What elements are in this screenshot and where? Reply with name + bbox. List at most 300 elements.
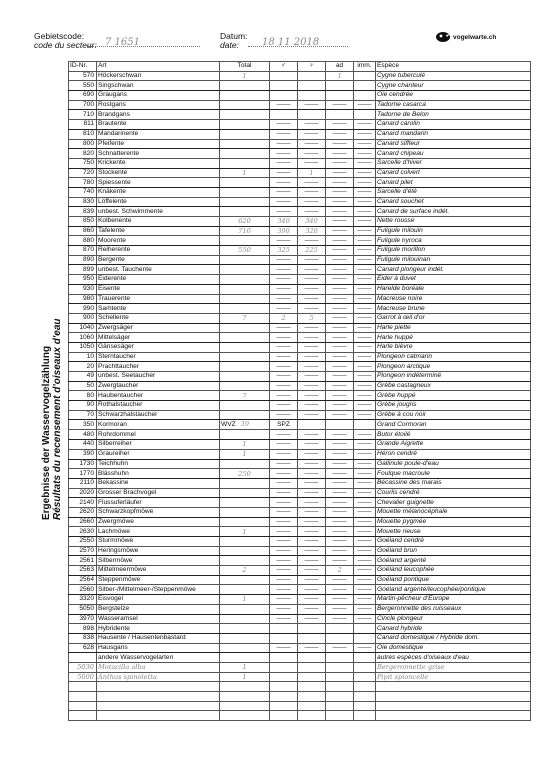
count-total-cell[interactable] xyxy=(220,100,270,110)
count-female[interactable]: —— xyxy=(298,129,326,139)
count-male[interactable]: —— xyxy=(270,517,298,527)
blank-cell[interactable] xyxy=(326,682,354,692)
blank-cell[interactable] xyxy=(270,672,298,682)
count-total-cell[interactable]: 250 xyxy=(220,469,270,479)
count-male[interactable] xyxy=(270,81,298,91)
other-species-name-de[interactable] xyxy=(97,711,220,721)
count-total-cell[interactable] xyxy=(220,556,270,566)
count-total-cell[interactable] xyxy=(220,546,270,556)
count-male[interactable]: —— xyxy=(270,333,298,343)
count-adult[interactable]: —— xyxy=(326,217,354,227)
count-female[interactable] xyxy=(298,110,326,120)
other-species-name-fr[interactable] xyxy=(376,692,531,702)
count-imm[interactable] xyxy=(354,71,376,81)
other-species-name-fr[interactable]: Bergeronnette grise xyxy=(376,662,531,672)
blank-cell[interactable] xyxy=(270,662,298,672)
count-female[interactable]: —— xyxy=(298,566,326,576)
count-male[interactable] xyxy=(270,110,298,120)
count-imm[interactable]: —— xyxy=(354,381,376,391)
count-total-cell[interactable] xyxy=(220,120,270,130)
count-adult[interactable]: —— xyxy=(326,517,354,527)
count-female[interactable]: —— xyxy=(298,449,326,459)
count-imm[interactable]: —— xyxy=(354,372,376,382)
count-adult[interactable]: —— xyxy=(326,440,354,450)
count-male[interactable]: —— xyxy=(270,556,298,566)
count-male[interactable] xyxy=(270,91,298,101)
count-female[interactable]: —— xyxy=(298,430,326,440)
count-total-cell[interactable] xyxy=(220,333,270,343)
count-adult[interactable]: —— xyxy=(326,197,354,207)
count-adult[interactable]: —— xyxy=(326,498,354,508)
count-male[interactable]: —— xyxy=(270,158,298,168)
other-species-id[interactable] xyxy=(69,682,97,692)
count-male[interactable]: —— xyxy=(270,537,298,547)
count-female[interactable]: —— xyxy=(298,178,326,188)
count-imm[interactable]: —— xyxy=(354,139,376,149)
count-imm[interactable]: —— xyxy=(354,449,376,459)
count-imm[interactable]: —— xyxy=(354,226,376,236)
count-female[interactable]: —— xyxy=(298,527,326,537)
count-imm[interactable]: —— xyxy=(354,265,376,275)
other-species-total[interactable]: 1 xyxy=(220,672,270,682)
count-female[interactable]: —— xyxy=(298,294,326,304)
count-male[interactable]: —— xyxy=(270,410,298,420)
count-male[interactable]: —— xyxy=(270,527,298,537)
count-adult[interactable]: —— xyxy=(326,372,354,382)
count-imm[interactable]: —— xyxy=(354,478,376,488)
count-imm[interactable]: —— xyxy=(354,498,376,508)
count-female[interactable] xyxy=(298,420,326,430)
count-male[interactable]: 2 xyxy=(270,313,298,323)
count-female[interactable]: —— xyxy=(298,197,326,207)
count-total-cell[interactable] xyxy=(220,342,270,352)
count-female[interactable]: —— xyxy=(298,498,326,508)
count-imm[interactable] xyxy=(354,81,376,91)
count-female[interactable]: —— xyxy=(298,488,326,498)
count-male[interactable]: —— xyxy=(270,284,298,294)
other-species-id[interactable] xyxy=(69,701,97,711)
count-imm[interactable]: —— xyxy=(354,187,376,197)
blank-cell[interactable] xyxy=(270,682,298,692)
count-total-cell[interactable] xyxy=(220,110,270,120)
count-female[interactable]: —— xyxy=(298,556,326,566)
count-female[interactable]: —— xyxy=(298,275,326,285)
count-adult[interactable]: —— xyxy=(326,391,354,401)
other-species-name-fr[interactable]: Pipit spioncelle xyxy=(376,672,531,682)
count-female[interactable]: —— xyxy=(298,323,326,333)
count-male[interactable] xyxy=(270,624,298,634)
count-male[interactable]: —— xyxy=(270,459,298,469)
count-total-cell[interactable] xyxy=(220,236,270,246)
count-male[interactable]: —— xyxy=(270,604,298,614)
count-total-cell[interactable] xyxy=(220,614,270,624)
count-male[interactable]: —— xyxy=(270,498,298,508)
blank-cell[interactable] xyxy=(354,711,376,721)
count-total-cell[interactable] xyxy=(220,304,270,314)
other-species-name-de[interactable] xyxy=(97,701,220,711)
count-total-cell[interactable] xyxy=(220,197,270,207)
count-imm[interactable]: —— xyxy=(354,527,376,537)
blank-cell[interactable] xyxy=(326,662,354,672)
count-female[interactable]: —— xyxy=(298,100,326,110)
other-species-total[interactable] xyxy=(220,701,270,711)
count-female[interactable]: —— xyxy=(298,410,326,420)
count-female[interactable]: —— xyxy=(298,595,326,605)
count-total-cell[interactable] xyxy=(220,478,270,488)
count-adult[interactable]: —— xyxy=(326,313,354,323)
count-adult[interactable]: —— xyxy=(326,556,354,566)
count-female[interactable]: —— xyxy=(298,255,326,265)
count-female[interactable] xyxy=(298,633,326,643)
count-total-cell[interactable]: 1 xyxy=(220,71,270,81)
count-adult[interactable]: 1 xyxy=(326,71,354,81)
count-total-cell[interactable] xyxy=(220,275,270,285)
count-adult[interactable]: —— xyxy=(326,246,354,256)
count-adult[interactable]: —— xyxy=(326,614,354,624)
count-total-cell[interactable]: 710 xyxy=(220,226,270,236)
count-adult[interactable]: —— xyxy=(326,575,354,585)
count-imm[interactable]: —— xyxy=(354,517,376,527)
other-species-name-de[interactable] xyxy=(97,682,220,692)
count-adult[interactable] xyxy=(326,110,354,120)
count-adult[interactable]: —— xyxy=(326,304,354,314)
blank-cell[interactable] xyxy=(270,692,298,702)
count-imm[interactable]: —— xyxy=(354,643,376,653)
count-female[interactable]: —— xyxy=(298,207,326,217)
other-species-name-de[interactable]: Motacilla alba xyxy=(97,662,220,672)
count-female[interactable]: —— xyxy=(298,401,326,411)
count-female[interactable]: —— xyxy=(298,546,326,556)
count-adult[interactable] xyxy=(326,81,354,91)
count-adult[interactable]: —— xyxy=(326,158,354,168)
count-adult[interactable]: —— xyxy=(326,265,354,275)
count-male[interactable]: —— xyxy=(270,197,298,207)
count-female[interactable]: —— xyxy=(298,120,326,130)
other-species-name-de[interactable] xyxy=(97,692,220,702)
count-adult[interactable]: —— xyxy=(326,255,354,265)
count-total-cell[interactable]: 620 xyxy=(220,217,270,227)
count-imm[interactable]: —— xyxy=(354,459,376,469)
count-female[interactable]: —— xyxy=(298,459,326,469)
count-male[interactable]: —— xyxy=(270,207,298,217)
count-male[interactable]: —— xyxy=(270,566,298,576)
count-imm[interactable]: —— xyxy=(354,255,376,265)
count-total-cell[interactable] xyxy=(220,129,270,139)
count-adult[interactable]: 2 xyxy=(326,566,354,576)
count-imm[interactable]: —— xyxy=(354,440,376,450)
count-total-cell[interactable] xyxy=(220,139,270,149)
count-imm[interactable]: —— xyxy=(354,236,376,246)
count-male[interactable]: —— xyxy=(270,401,298,411)
count-male[interactable]: —— xyxy=(270,643,298,653)
count-imm[interactable]: —— xyxy=(354,430,376,440)
count-imm[interactable]: —— xyxy=(354,507,376,517)
count-imm[interactable]: —— xyxy=(354,546,376,556)
count-total-cell[interactable] xyxy=(220,537,270,547)
count-total-cell[interactable] xyxy=(220,604,270,614)
count-total-cell[interactable] xyxy=(220,410,270,420)
other-species-id[interactable] xyxy=(69,692,97,702)
count-female[interactable]: 5 xyxy=(298,313,326,323)
count-total-cell[interactable] xyxy=(220,643,270,653)
count-male[interactable]: 340 xyxy=(270,217,298,227)
count-imm[interactable] xyxy=(354,91,376,101)
count-imm[interactable]: —— xyxy=(354,217,376,227)
count-imm[interactable]: —— xyxy=(354,294,376,304)
count-female[interactable]: —— xyxy=(298,352,326,362)
count-male[interactable]: —— xyxy=(270,178,298,188)
count-male[interactable]: —— xyxy=(270,362,298,372)
count-female[interactable]: —— xyxy=(298,643,326,653)
count-imm[interactable]: —— xyxy=(354,178,376,188)
count-adult[interactable]: —— xyxy=(326,537,354,547)
count-adult[interactable]: —— xyxy=(326,120,354,130)
count-male[interactable]: —— xyxy=(270,449,298,459)
blank-cell[interactable] xyxy=(298,692,326,702)
count-female[interactable] xyxy=(298,624,326,634)
count-female[interactable] xyxy=(298,91,326,101)
count-adult[interactable]: —— xyxy=(326,129,354,139)
count-female[interactable] xyxy=(298,71,326,81)
blank-cell[interactable] xyxy=(326,672,354,682)
count-male[interactable]: —— xyxy=(270,275,298,285)
count-imm[interactable] xyxy=(354,420,376,430)
count-total-cell[interactable] xyxy=(220,352,270,362)
count-imm[interactable]: —— xyxy=(354,149,376,159)
count-female[interactable]: —— xyxy=(298,236,326,246)
count-imm[interactable]: —— xyxy=(354,401,376,411)
count-female[interactable]: —— xyxy=(298,478,326,488)
count-female[interactable]: —— xyxy=(298,517,326,527)
other-species-id[interactable] xyxy=(69,711,97,721)
count-total-cell[interactable] xyxy=(220,178,270,188)
count-total-cell[interactable] xyxy=(220,149,270,159)
count-male[interactable]: —— xyxy=(270,120,298,130)
count-imm[interactable]: —— xyxy=(354,168,376,178)
count-total-cell[interactable] xyxy=(220,420,270,430)
count-adult[interactable]: —— xyxy=(326,488,354,498)
count-female[interactable]: —— xyxy=(298,381,326,391)
count-total-cell[interactable] xyxy=(220,255,270,265)
count-male[interactable]: —— xyxy=(270,255,298,265)
count-imm[interactable]: —— xyxy=(354,284,376,294)
count-adult[interactable]: —— xyxy=(326,236,354,246)
other-species-total[interactable] xyxy=(220,711,270,721)
count-total-cell[interactable]: 2 xyxy=(220,566,270,576)
count-adult[interactable]: —— xyxy=(326,149,354,159)
count-adult[interactable]: —— xyxy=(326,178,354,188)
count-female[interactable]: —— xyxy=(298,265,326,275)
count-adult[interactable]: —— xyxy=(326,585,354,595)
count-adult[interactable]: —— xyxy=(326,430,354,440)
count-total-cell[interactable] xyxy=(220,488,270,498)
count-adult[interactable]: —— xyxy=(326,323,354,333)
count-imm[interactable]: —— xyxy=(354,342,376,352)
count-female[interactable] xyxy=(298,81,326,91)
count-male[interactable]: —— xyxy=(270,149,298,159)
count-male[interactable]: —— xyxy=(270,129,298,139)
count-adult[interactable]: —— xyxy=(326,449,354,459)
count-total-cell[interactable]: 550 xyxy=(220,246,270,256)
count-total-cell[interactable] xyxy=(220,585,270,595)
blank-cell[interactable] xyxy=(354,682,376,692)
count-imm[interactable]: —— xyxy=(354,410,376,420)
count-female[interactable]: —— xyxy=(298,575,326,585)
count-male[interactable]: —— xyxy=(270,507,298,517)
blank-cell[interactable] xyxy=(270,711,298,721)
other-species-total[interactable]: 1 xyxy=(220,662,270,672)
count-adult[interactable]: —— xyxy=(326,527,354,537)
count-imm[interactable] xyxy=(354,624,376,634)
count-imm[interactable]: —— xyxy=(354,595,376,605)
count-imm[interactable]: —— xyxy=(354,488,376,498)
count-female[interactable]: —— xyxy=(298,304,326,314)
count-imm[interactable]: —— xyxy=(354,585,376,595)
count-adult[interactable]: —— xyxy=(326,381,354,391)
count-total-cell[interactable] xyxy=(220,294,270,304)
count-total-cell[interactable] xyxy=(220,158,270,168)
count-male[interactable]: —— xyxy=(270,430,298,440)
count-total-cell[interactable] xyxy=(220,624,270,634)
count-female[interactable]: 1 xyxy=(298,168,326,178)
count-male[interactable]: —— xyxy=(270,595,298,605)
count-male[interactable]: —— xyxy=(270,265,298,275)
count-adult[interactable]: —— xyxy=(326,294,354,304)
count-adult[interactable]: —— xyxy=(326,139,354,149)
count-imm[interactable]: —— xyxy=(354,120,376,130)
count-adult[interactable]: —— xyxy=(326,284,354,294)
count-adult[interactable]: —— xyxy=(326,401,354,411)
count-male[interactable]: —— xyxy=(270,546,298,556)
count-female[interactable]: —— xyxy=(298,537,326,547)
blank-cell[interactable] xyxy=(326,711,354,721)
count-total-cell[interactable]: 7 xyxy=(220,391,270,401)
count-female[interactable]: —— xyxy=(298,187,326,197)
count-male[interactable]: —— xyxy=(270,342,298,352)
count-male[interactable]: —— xyxy=(270,372,298,382)
blank-cell[interactable] xyxy=(298,672,326,682)
count-imm[interactable]: —— xyxy=(354,469,376,479)
other-species-name-fr[interactable] xyxy=(376,711,531,721)
count-female[interactable]: —— xyxy=(298,284,326,294)
count-total-cell[interactable] xyxy=(220,507,270,517)
count-adult[interactable]: —— xyxy=(326,187,354,197)
count-total-cell[interactable] xyxy=(220,498,270,508)
count-adult[interactable]: —— xyxy=(326,342,354,352)
blank-cell[interactable] xyxy=(354,701,376,711)
count-female[interactable]: 225 xyxy=(298,246,326,256)
count-female[interactable]: —— xyxy=(298,604,326,614)
blank-cell[interactable] xyxy=(326,701,354,711)
count-total-cell[interactable] xyxy=(220,372,270,382)
count-male[interactable]: —— xyxy=(270,304,298,314)
count-total-cell[interactable]: 1 xyxy=(220,527,270,537)
count-female[interactable]: 340 xyxy=(298,217,326,227)
count-female[interactable]: —— xyxy=(298,139,326,149)
count-adult[interactable]: —— xyxy=(326,410,354,420)
count-imm[interactable]: —— xyxy=(354,100,376,110)
blank-cell[interactable] xyxy=(298,662,326,672)
count-female[interactable]: —— xyxy=(298,158,326,168)
count-male[interactable]: —— xyxy=(270,100,298,110)
count-male[interactable]: —— xyxy=(270,440,298,450)
count-total-cell[interactable]: 1 xyxy=(220,449,270,459)
count-adult[interactable]: —— xyxy=(326,478,354,488)
count-total-cell[interactable]: 7 xyxy=(220,313,270,323)
count-imm[interactable]: —— xyxy=(354,362,376,372)
count-imm[interactable]: —— xyxy=(354,275,376,285)
other-species-total[interactable] xyxy=(220,692,270,702)
date-value[interactable]: 18 11 2018 xyxy=(262,37,320,48)
count-female[interactable]: —— xyxy=(298,342,326,352)
blank-cell[interactable] xyxy=(354,692,376,702)
count-male[interactable]: —— xyxy=(270,391,298,401)
count-female[interactable]: —— xyxy=(298,507,326,517)
count-total-cell[interactable] xyxy=(220,575,270,585)
count-imm[interactable]: —— xyxy=(354,197,376,207)
count-adult[interactable] xyxy=(326,420,354,430)
count-total-cell[interactable] xyxy=(220,430,270,440)
count-adult[interactable]: —— xyxy=(326,643,354,653)
count-total-cell[interactable]: 1 xyxy=(220,168,270,178)
count-adult[interactable]: —— xyxy=(326,207,354,217)
other-species-id[interactable]: 5000 xyxy=(69,672,97,682)
count-male[interactable]: —— xyxy=(270,575,298,585)
count-male[interactable]: —— xyxy=(270,168,298,178)
count-female[interactable]: —— xyxy=(298,362,326,372)
count-male[interactable]: —— xyxy=(270,488,298,498)
count-adult[interactable]: —— xyxy=(326,275,354,285)
blank-cell[interactable] xyxy=(270,701,298,711)
other-species-total[interactable] xyxy=(220,682,270,692)
count-imm[interactable] xyxy=(354,633,376,643)
count-adult[interactable]: —— xyxy=(326,604,354,614)
count-female[interactable]: 320 xyxy=(298,226,326,236)
count-imm[interactable]: —— xyxy=(354,246,376,256)
count-imm[interactable]: —— xyxy=(354,313,376,323)
count-imm[interactable]: —— xyxy=(354,556,376,566)
count-adult[interactable]: —— xyxy=(326,362,354,372)
count-adult[interactable] xyxy=(326,91,354,101)
count-adult[interactable] xyxy=(326,624,354,634)
other-species-name-fr[interactable] xyxy=(376,701,531,711)
count-adult[interactable]: —— xyxy=(326,459,354,469)
count-female[interactable]: —— xyxy=(298,469,326,479)
count-male[interactable]: 390 xyxy=(270,226,298,236)
count-adult[interactable]: —— xyxy=(326,546,354,556)
count-total-cell[interactable] xyxy=(220,207,270,217)
count-total-cell[interactable] xyxy=(220,362,270,372)
count-imm[interactable]: —— xyxy=(354,575,376,585)
count-total-cell[interactable] xyxy=(220,91,270,101)
blank-cell[interactable] xyxy=(298,682,326,692)
count-imm[interactable]: —— xyxy=(354,537,376,547)
count-male[interactable]: —— xyxy=(270,323,298,333)
blank-cell[interactable] xyxy=(298,711,326,721)
count-imm[interactable] xyxy=(354,110,376,120)
count-imm[interactable]: —— xyxy=(354,207,376,217)
count-total-cell[interactable] xyxy=(220,517,270,527)
count-male[interactable]: —— xyxy=(270,478,298,488)
count-total-cell[interactable] xyxy=(220,401,270,411)
count-male[interactable]: —— xyxy=(270,139,298,149)
count-male[interactable]: —— xyxy=(270,236,298,246)
other-species-name-fr[interactable] xyxy=(376,682,531,692)
count-total-cell[interactable] xyxy=(220,381,270,391)
count-female[interactable]: —— xyxy=(298,149,326,159)
count-adult[interactable]: —— xyxy=(326,226,354,236)
count-imm[interactable]: —— xyxy=(354,304,376,314)
